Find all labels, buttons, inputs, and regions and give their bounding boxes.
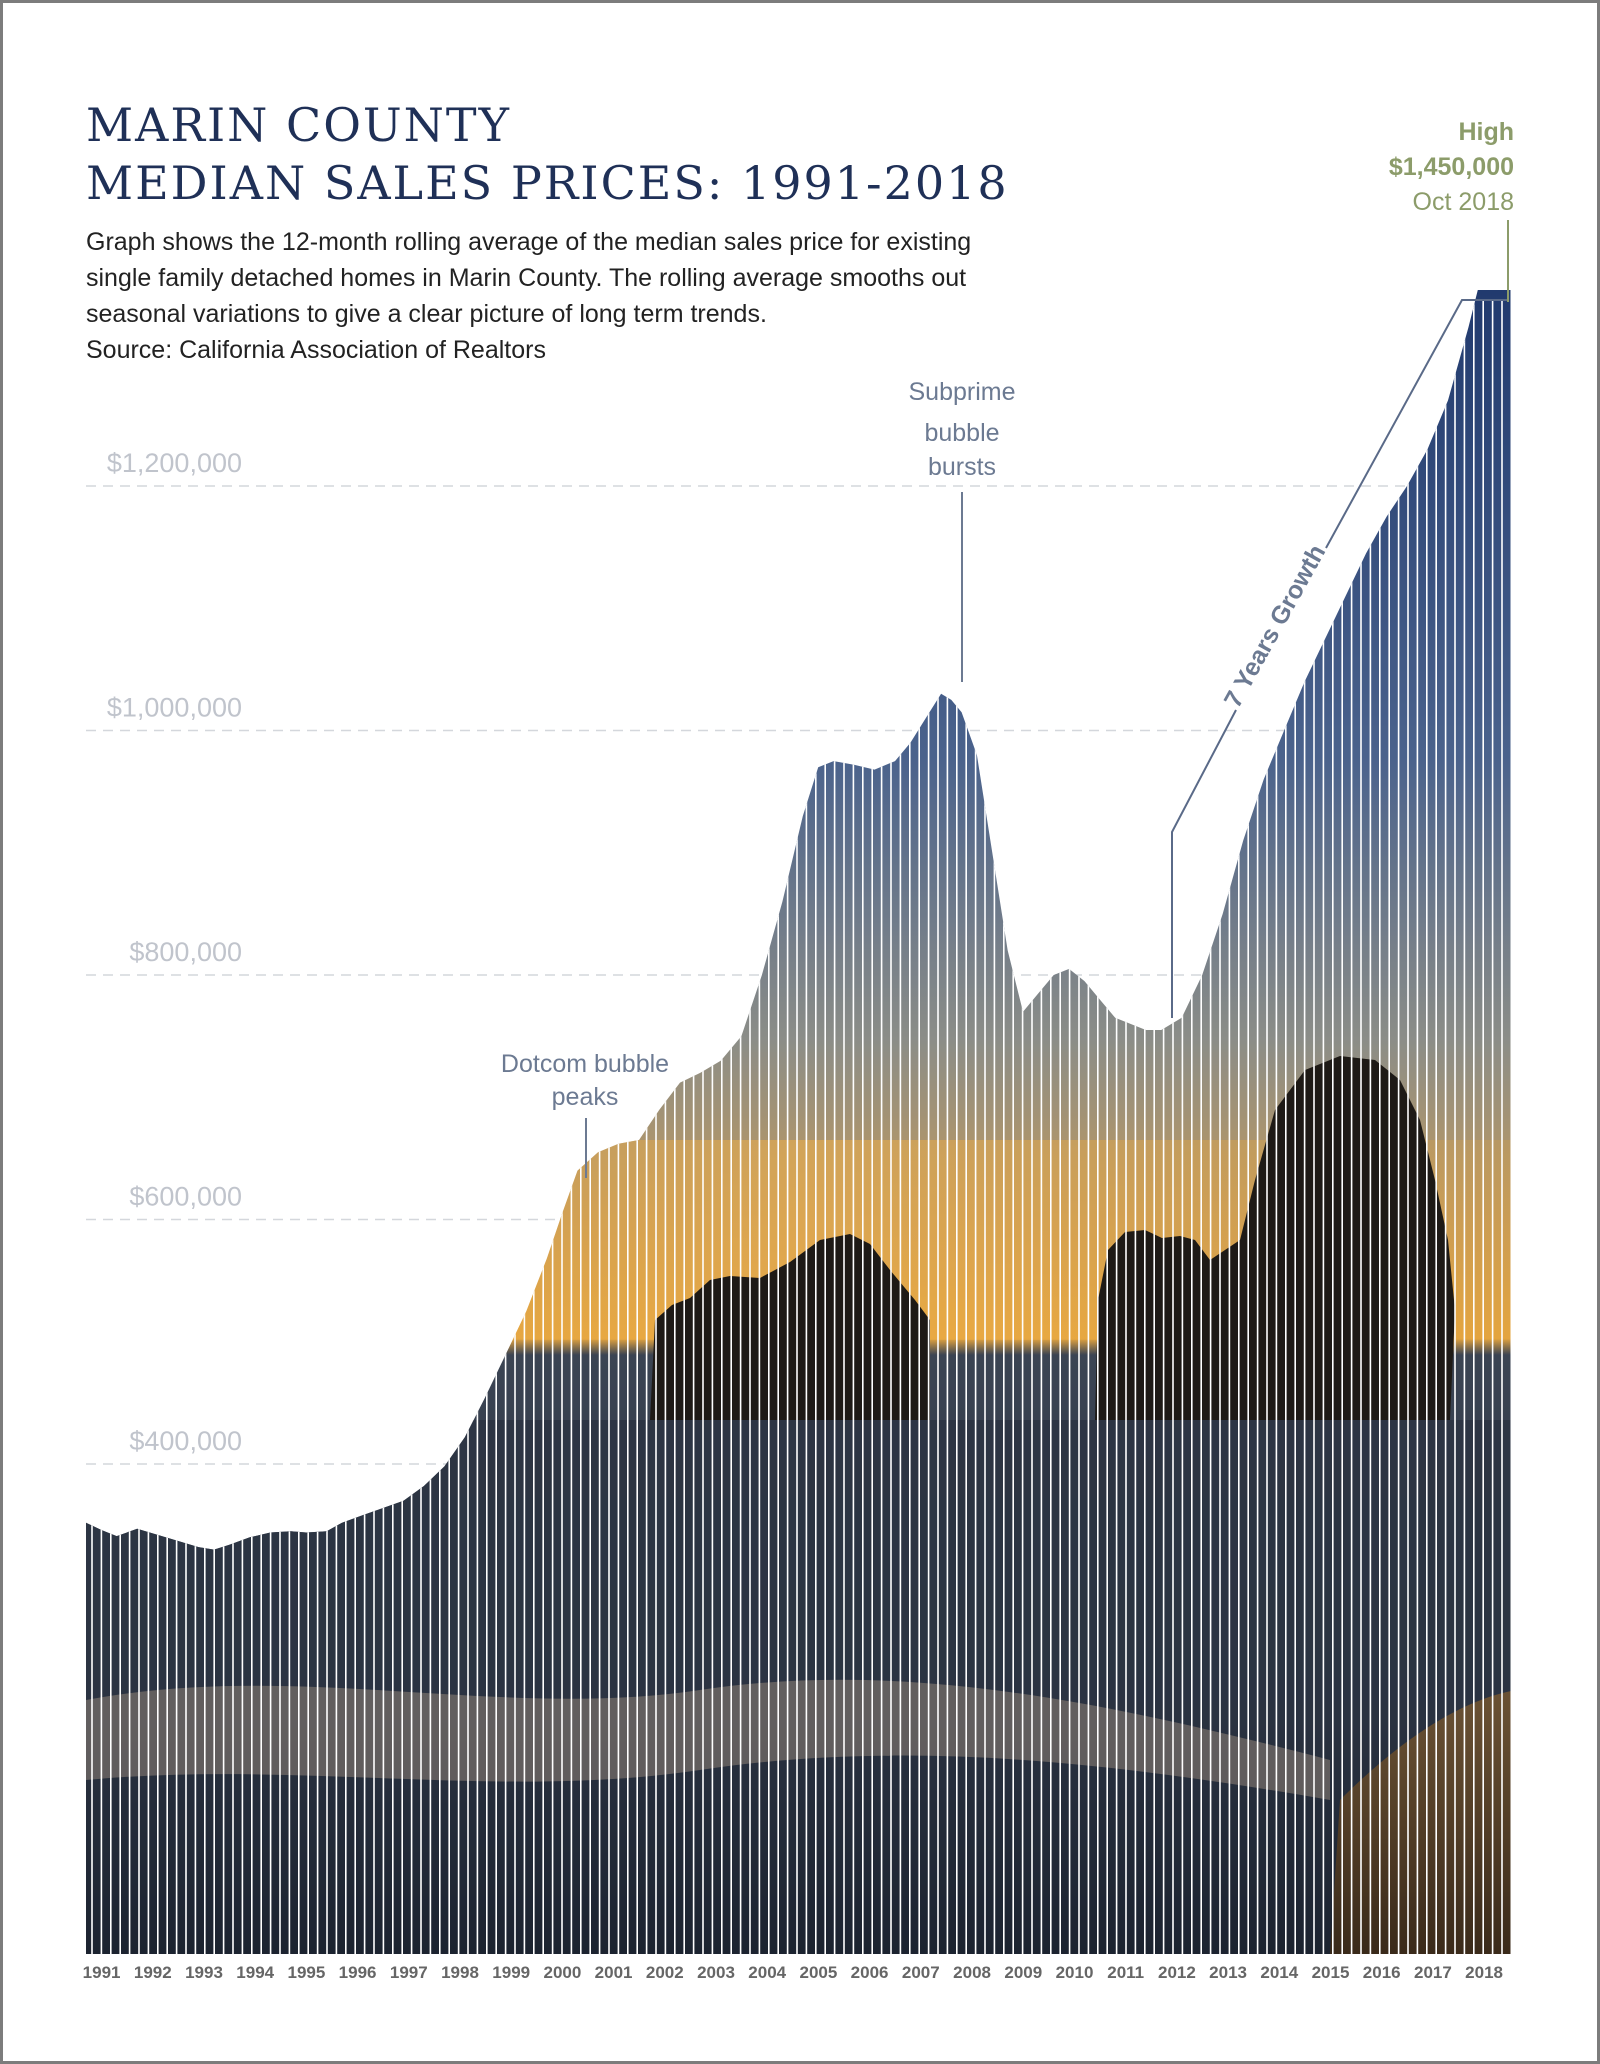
chart-title-line-2: MEDIAN SALES PRICES: 1991-2018 <box>86 156 1009 210</box>
y-tick-label-1: $600,000 <box>129 1181 242 1212</box>
dotcom-label-line-1: Dotcom bubble <box>500 1050 670 1078</box>
high-annotation <box>1389 118 1514 302</box>
growth-label: 7 Years Growth <box>1218 539 1332 713</box>
description-line-2: single family detached homes in Marin County. The rolling average smooths out <box>86 264 967 292</box>
x-tick-label-2000: 2000 <box>543 1963 582 1982</box>
x-tick-label-2005: 2005 <box>799 1963 838 1982</box>
x-tick-label-2017: 2017 <box>1413 1963 1452 1982</box>
x-tick-label-2015: 2015 <box>1311 1963 1350 1982</box>
x-axis-ticks <box>83 1963 1503 1982</box>
subprime-annotation <box>909 378 1016 682</box>
subprime-label-line-1: Subprime <box>908 378 1016 406</box>
x-tick-label-1996: 1996 <box>338 1963 377 1982</box>
y-tick-label-0: $400,000 <box>129 1426 242 1456</box>
x-tick-label-2009: 2009 <box>1004 1963 1043 1982</box>
x-tick-label-2013: 2013 <box>1209 1963 1248 1982</box>
x-tick-label-1991: 1991 <box>82 1963 121 1982</box>
x-tick-label-1992: 1992 <box>133 1963 172 1982</box>
y-tick-label-4: $1,200,000 <box>106 448 242 478</box>
x-tick-label-1999: 1999 <box>492 1963 531 1982</box>
x-tick-label-1997: 1997 <box>389 1963 428 1982</box>
x-tick-label-1993: 1993 <box>185 1963 223 1982</box>
y-tick-label-2: $800,000 <box>129 937 242 967</box>
x-tick-label-2004: 2004 <box>748 1963 787 1982</box>
subprime-label-line-2: bubble <box>924 419 1000 447</box>
high-date: Oct 2018 <box>1412 188 1514 216</box>
x-tick-label-2010: 2010 <box>1055 1963 1094 1982</box>
chart-title-line-1: MARIN COUNTY <box>86 98 511 152</box>
price-area <box>86 290 1516 1954</box>
x-tick-label-2002: 2002 <box>645 1963 684 1982</box>
sea-surface <box>86 1420 1516 1720</box>
x-tick-label-1994: 1994 <box>236 1963 275 1982</box>
x-tick-label-2011: 2011 <box>1107 1963 1145 1982</box>
x-tick-label-2001: 2001 <box>594 1963 633 1982</box>
x-tick-label-2014: 2014 <box>1260 1963 1299 1982</box>
x-tick-label-2012: 2012 <box>1157 1963 1196 1982</box>
x-tick-label-2016: 2016 <box>1362 1963 1401 1982</box>
x-tick-label-2007: 2007 <box>901 1963 940 1982</box>
x-tick-label-1995: 1995 <box>287 1963 326 1982</box>
dotcom-label-line-2: peaks <box>551 1083 619 1111</box>
high-label: High <box>1458 118 1514 146</box>
description-line-3: seasonal variations to give a clear picture of long term trends. <box>86 300 767 328</box>
y-axis-ticks <box>107 448 242 1456</box>
y-tick-label-3: $1,000,000 <box>106 692 242 723</box>
x-tick-label-2008: 2008 <box>953 1963 992 1982</box>
x-tick-label-1998: 1998 <box>441 1963 479 1982</box>
x-tick-label-2018: 2018 <box>1465 1963 1504 1982</box>
x-tick-label-2003: 2003 <box>697 1963 735 1982</box>
high-value: $1,450,000 <box>1388 153 1514 181</box>
description-line-1: Graph shows the 12-month rolling average of the median sales price for existing <box>86 228 972 256</box>
subprime-label-line-3: bursts <box>927 453 997 481</box>
x-tick-label-2006: 2006 <box>850 1963 889 1982</box>
source-line: Source: California Association of Realtors <box>86 336 546 364</box>
